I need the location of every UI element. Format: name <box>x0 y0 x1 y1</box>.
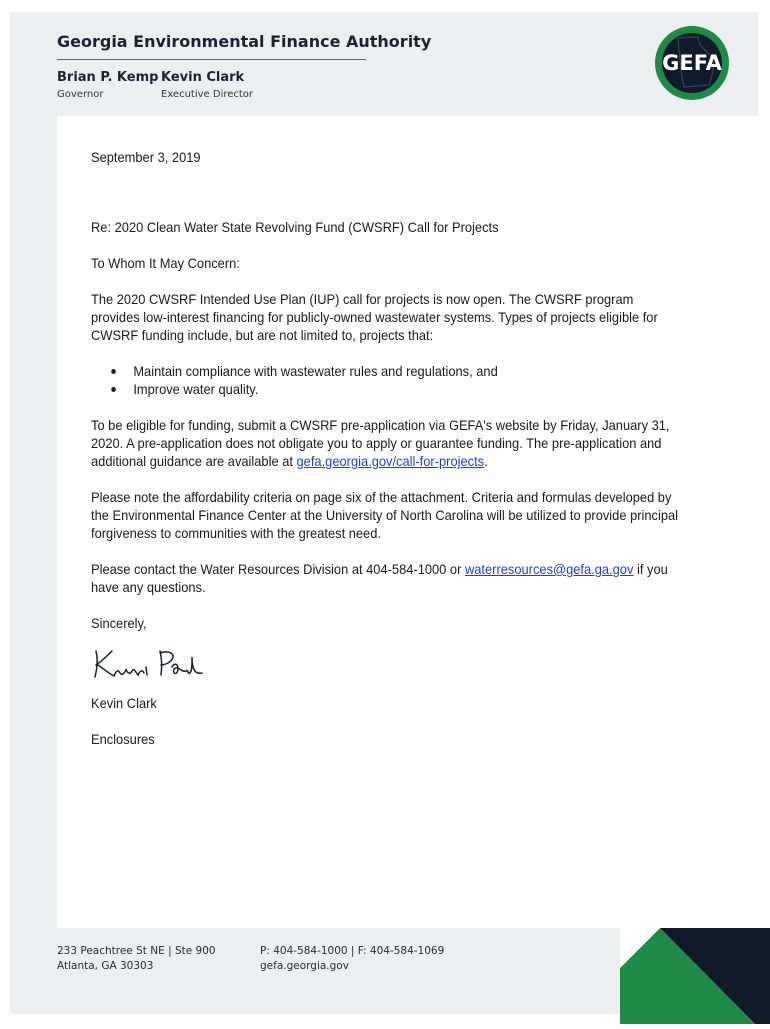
paragraph-text: . <box>484 453 488 469</box>
official-name: Brian P. Kemp <box>57 70 159 85</box>
list-item: Maintain compliance with wastewater rules and regulations, and <box>106 362 498 380</box>
corner-decoration <box>620 928 770 1024</box>
logo-text: GEFA <box>662 51 722 75</box>
official-name: Kevin Clark <box>161 70 245 85</box>
paragraph-text: To be eligible for funding, submit a CWSRF pre-application via GEFA's website by Friday, January 31, 2020. A pre-application does not obligate you to apply or guarantee funding. The pre-application and additional guidance are available at <box>91 417 670 469</box>
paragraph-affordability: Please note the affordability criteria on page six of the attachment. Criteria and formulas developed by the Environmental Finance Center at the University of North Carolina will be utilized to provide principal forgiveness to communities with the greatest need. <box>91 489 679 541</box>
paragraph-intro: The 2020 CWSRF Intended Use Plan (IUP) call for projects is now open. The CWSRF program provides low-interest financing for publicly-owned wastewater systems. Types of projects eligible for CWSRF funding include, but are not limited to, projects that: <box>91 291 658 343</box>
enclosures-note: Enclosures <box>91 731 155 747</box>
call-for-projects-link[interactable]: gefa.georgia.gov/call-for-projects <box>296 453 485 469</box>
letter-closing: Sincerely, <box>91 615 147 631</box>
email-link[interactable]: waterresources@gefa.ga.gov <box>464 561 634 577</box>
header-divider <box>57 59 366 60</box>
signer-name: Kevin Clark <box>91 695 157 711</box>
footer-address <box>57 944 216 974</box>
official-title: Executive Director <box>161 89 254 100</box>
paragraph-text: Please contact the Water Resources Division at 404-584-1000 or <box>91 561 465 577</box>
letter-date: September 3, 2019 <box>91 149 201 165</box>
footer-contact <box>260 944 444 974</box>
letter-subject: Re: 2020 Clean Water State Revolving Fund (CWSRF) Call for Projects <box>91 219 499 235</box>
official-director <box>161 70 253 100</box>
address-line: 233 Peachtree St NE | Ste 900 <box>57 945 216 957</box>
official-title: Governor <box>57 89 104 100</box>
eligibility-list <box>106 362 498 398</box>
handwritten-signature <box>92 643 212 683</box>
address-line: Atlanta, GA 30303 <box>57 960 154 972</box>
gefa-logo <box>654 25 730 101</box>
paragraph-eligibility <box>91 416 680 470</box>
letter-salutation: To Whom It May Concern: <box>91 255 240 271</box>
paragraph-contact <box>91 560 680 596</box>
official-governor <box>57 70 158 100</box>
list-item: Improve water quality. <box>106 380 498 398</box>
phone-fax: P: 404-584-1000 | F: 404-584-1069 <box>260 945 445 957</box>
org-name: Georgia Environmental Finance Authority <box>57 32 432 51</box>
website: gefa.georgia.gov <box>260 960 349 972</box>
paragraph-text: if you have any questions. <box>91 561 668 595</box>
